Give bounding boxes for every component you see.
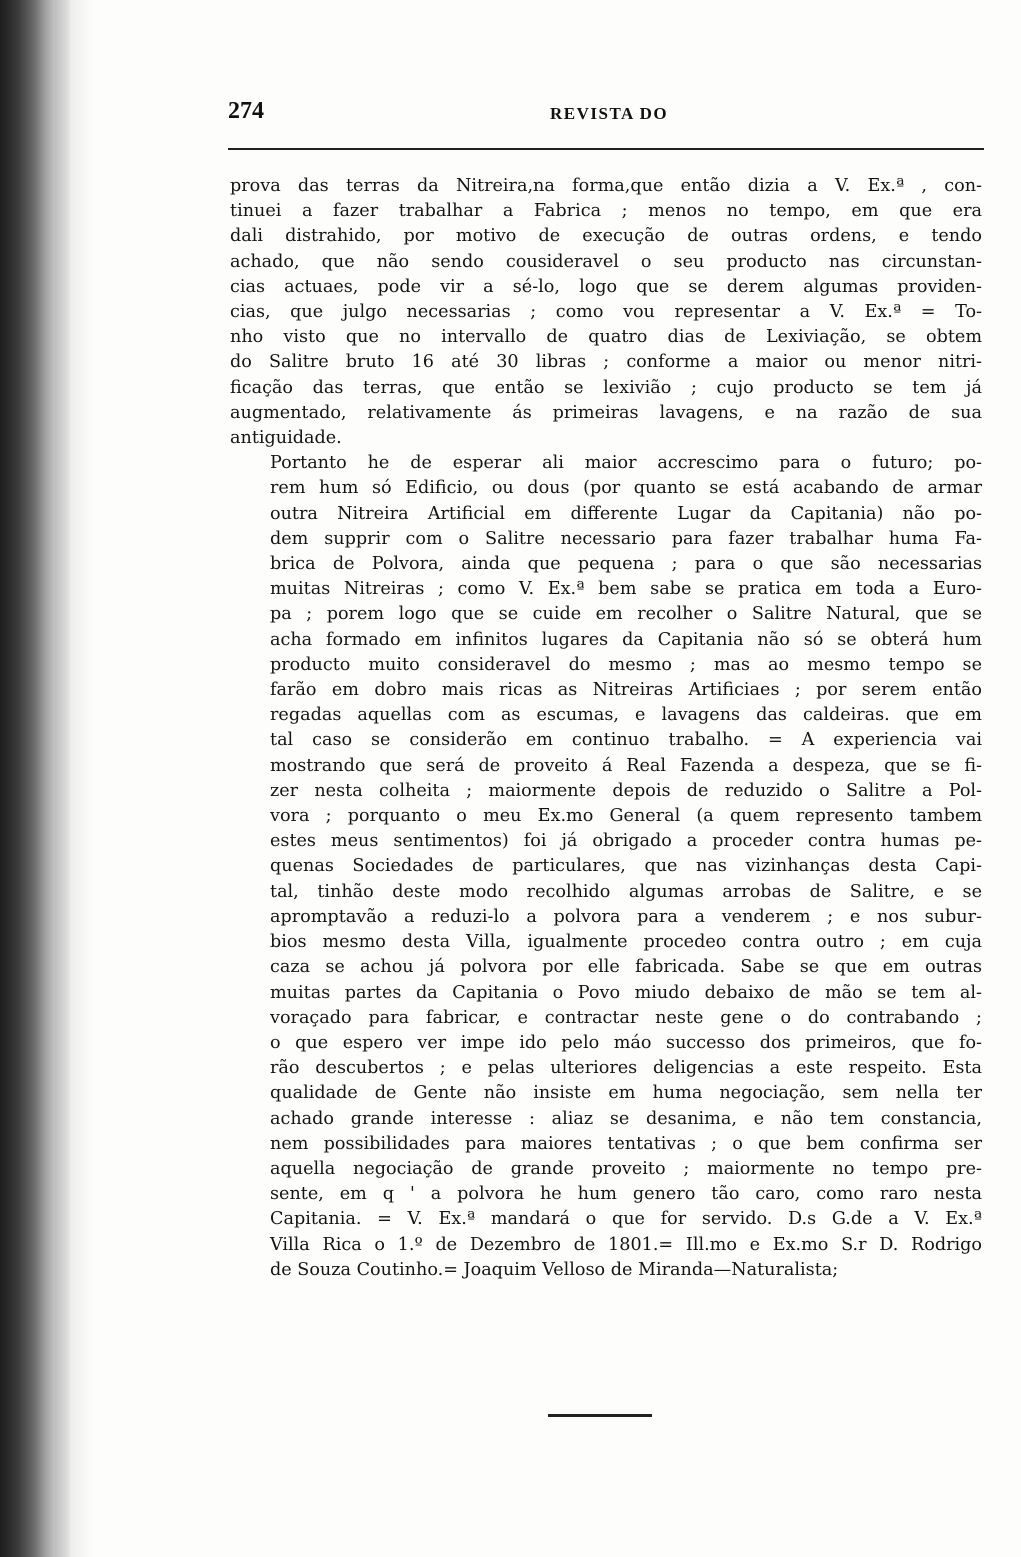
text-line: dem supprir com o Salitre necessario para fazer trabalhar huma Fa- bbox=[270, 528, 982, 549]
text-line: ficação das terras, que então se lexivião ; cujo producto se tem já bbox=[230, 377, 982, 398]
text-line: rão descubertos ; e pelas ulteriores deligencias a este respeito. Esta bbox=[270, 1058, 982, 1079]
text-line: zer nesta colheita ; maiormente depois de reduzido o Salitre a Pol- bbox=[270, 780, 982, 801]
text-line: voraçado para fabricar, e contractar neste gene o do contrabando ; bbox=[270, 1007, 982, 1028]
text-line: cias, que julgo necessarias ; como vou representar a V. Ex.ª = To- bbox=[230, 302, 982, 323]
text-line: do Salitre bruto 16 até 30 libras ; conforme a maior ou menor nitri- bbox=[230, 352, 982, 373]
text-line: nho visto que no intervallo de quatro dias de Lexiviação, se obtem bbox=[230, 327, 982, 348]
text-line: de Souza Coutinho.= Joaquim Velloso de Miranda—Naturalista; bbox=[270, 1259, 839, 1280]
text-line: brica de Polvora, ainda que pequena ; para o que são necessarias bbox=[270, 554, 982, 575]
text-line: Portanto he de esperar ali maior accrescimo para o futuro; po- bbox=[270, 453, 982, 474]
text-line: outra Nitreira Artificial em differente Lugar da Capitania) não po- bbox=[270, 503, 982, 524]
paragraph-2 bbox=[230, 451, 982, 1283]
text-line: muitas partes da Capitania o Povo miudo debaixo de mão se tem al- bbox=[270, 982, 982, 1003]
text-line: acha formado em infinitos lugares da Capitania não só se obterá hum bbox=[270, 629, 982, 650]
text-line: apromptavão a reduzi-lo a polvora para a venderem ; e nos subur- bbox=[270, 906, 982, 927]
paragraph-1 bbox=[230, 174, 982, 451]
text-line: nem possibilidades para maiores tentativas ; o que bem confirma ser bbox=[270, 1133, 982, 1154]
text-line: tal caso se considerão em continuo trabalho. = A experiencia vai bbox=[270, 730, 982, 751]
text-line: muitas Nitreiras ; como V. Ex.ª bem sabe se pratica em toda a Euro- bbox=[270, 579, 982, 600]
end-ornament-rule bbox=[548, 1414, 652, 1417]
text-line: caza se achou já polvora por elle fabricada. Sabe se que em outras bbox=[270, 957, 982, 978]
gutter-shadow bbox=[55, 0, 95, 1557]
text-line: dali distrahido, por motivo de execução de outras ordens, e tendo bbox=[230, 226, 982, 247]
text-line: tinuei a fazer trabalhar a Fabrica ; menos no tempo, em que era bbox=[230, 201, 982, 222]
text-line: mostrando que será de proveito á Real Fazenda a despeza, que se fi- bbox=[270, 755, 982, 776]
text-line: achado grande interesse : aliaz se desanima, e não tem constancia, bbox=[270, 1108, 982, 1129]
text-line: aquella negociação de grande proveito ; maiormente no tempo pre- bbox=[270, 1158, 982, 1179]
text-line: quenas Sociedades de particulares, que nas vizinhanças desta Capi- bbox=[270, 856, 982, 877]
text-line: qualidade de Gente não insiste em huma negociação, sem nella ter bbox=[270, 1083, 982, 1104]
text-line: sente, em q ' a polvora he hum genero tão caro, como raro nesta bbox=[270, 1184, 982, 1205]
text-line: prova das terras da Nitreira,na forma,que então dizia a V. Ex.ª , con- bbox=[230, 176, 982, 196]
text-line: augmentado, relativamente ás primeiras lavagens, e na razão de sua bbox=[230, 402, 982, 423]
running-title: REVISTA DO bbox=[550, 104, 669, 123]
text-line: regadas aquellas com as escumas, e lavagens das caldeiras. que em bbox=[270, 705, 982, 726]
text-line: o que espero ver impe ido pelo máo successo dos primeiros, que fo- bbox=[270, 1032, 982, 1053]
text-line: vora ; porquanto o meu Ex.mo General (a quem represento tambem bbox=[270, 806, 982, 827]
page-number: 274 bbox=[228, 98, 264, 124]
text-line: tal, tinhão deste modo recolhido algumas arrobas de Salitre, e se bbox=[270, 881, 982, 902]
text-line: producto muito consideravel do mesmo ; mas ao mesmo tempo se bbox=[270, 654, 982, 675]
text-line: Capitania. = V. Ex.ª mandará o que for servido. D.s G.de a V. Ex.ª bbox=[270, 1209, 982, 1230]
text-line: antiguidade. bbox=[230, 428, 342, 449]
text-line: Villa Rica o 1.º de Dezembro de 1801.= Ill.mo e Ex.mo S.r D. Rodrigo bbox=[270, 1234, 982, 1255]
header-rule bbox=[228, 148, 984, 150]
text-line: rem hum só Edificio, ou dous (por quanto se está acabando de armar bbox=[270, 478, 982, 499]
body-text bbox=[230, 174, 982, 1283]
text-line: cias actuaes, pode vir a sé-lo, logo que se derem algumas providen- bbox=[230, 276, 982, 297]
running-head bbox=[228, 98, 984, 132]
text-line: farão em dobro mais ricas as Nitreiras Artificiaes ; por serem então bbox=[270, 680, 982, 701]
text-line: pa ; porem logo que se cuide em recolher o Salitre Natural, que se bbox=[270, 604, 982, 625]
text-line: bios mesmo desta Villa, igualmente procedeo contra outro ; em cuja bbox=[270, 932, 982, 953]
text-line: achado, que não sendo cousideravel o seu producto nas circunstan- bbox=[230, 251, 982, 272]
text-line: estes meus sentimentos) foi já obrigado a proceder contra humas pe- bbox=[270, 831, 982, 852]
